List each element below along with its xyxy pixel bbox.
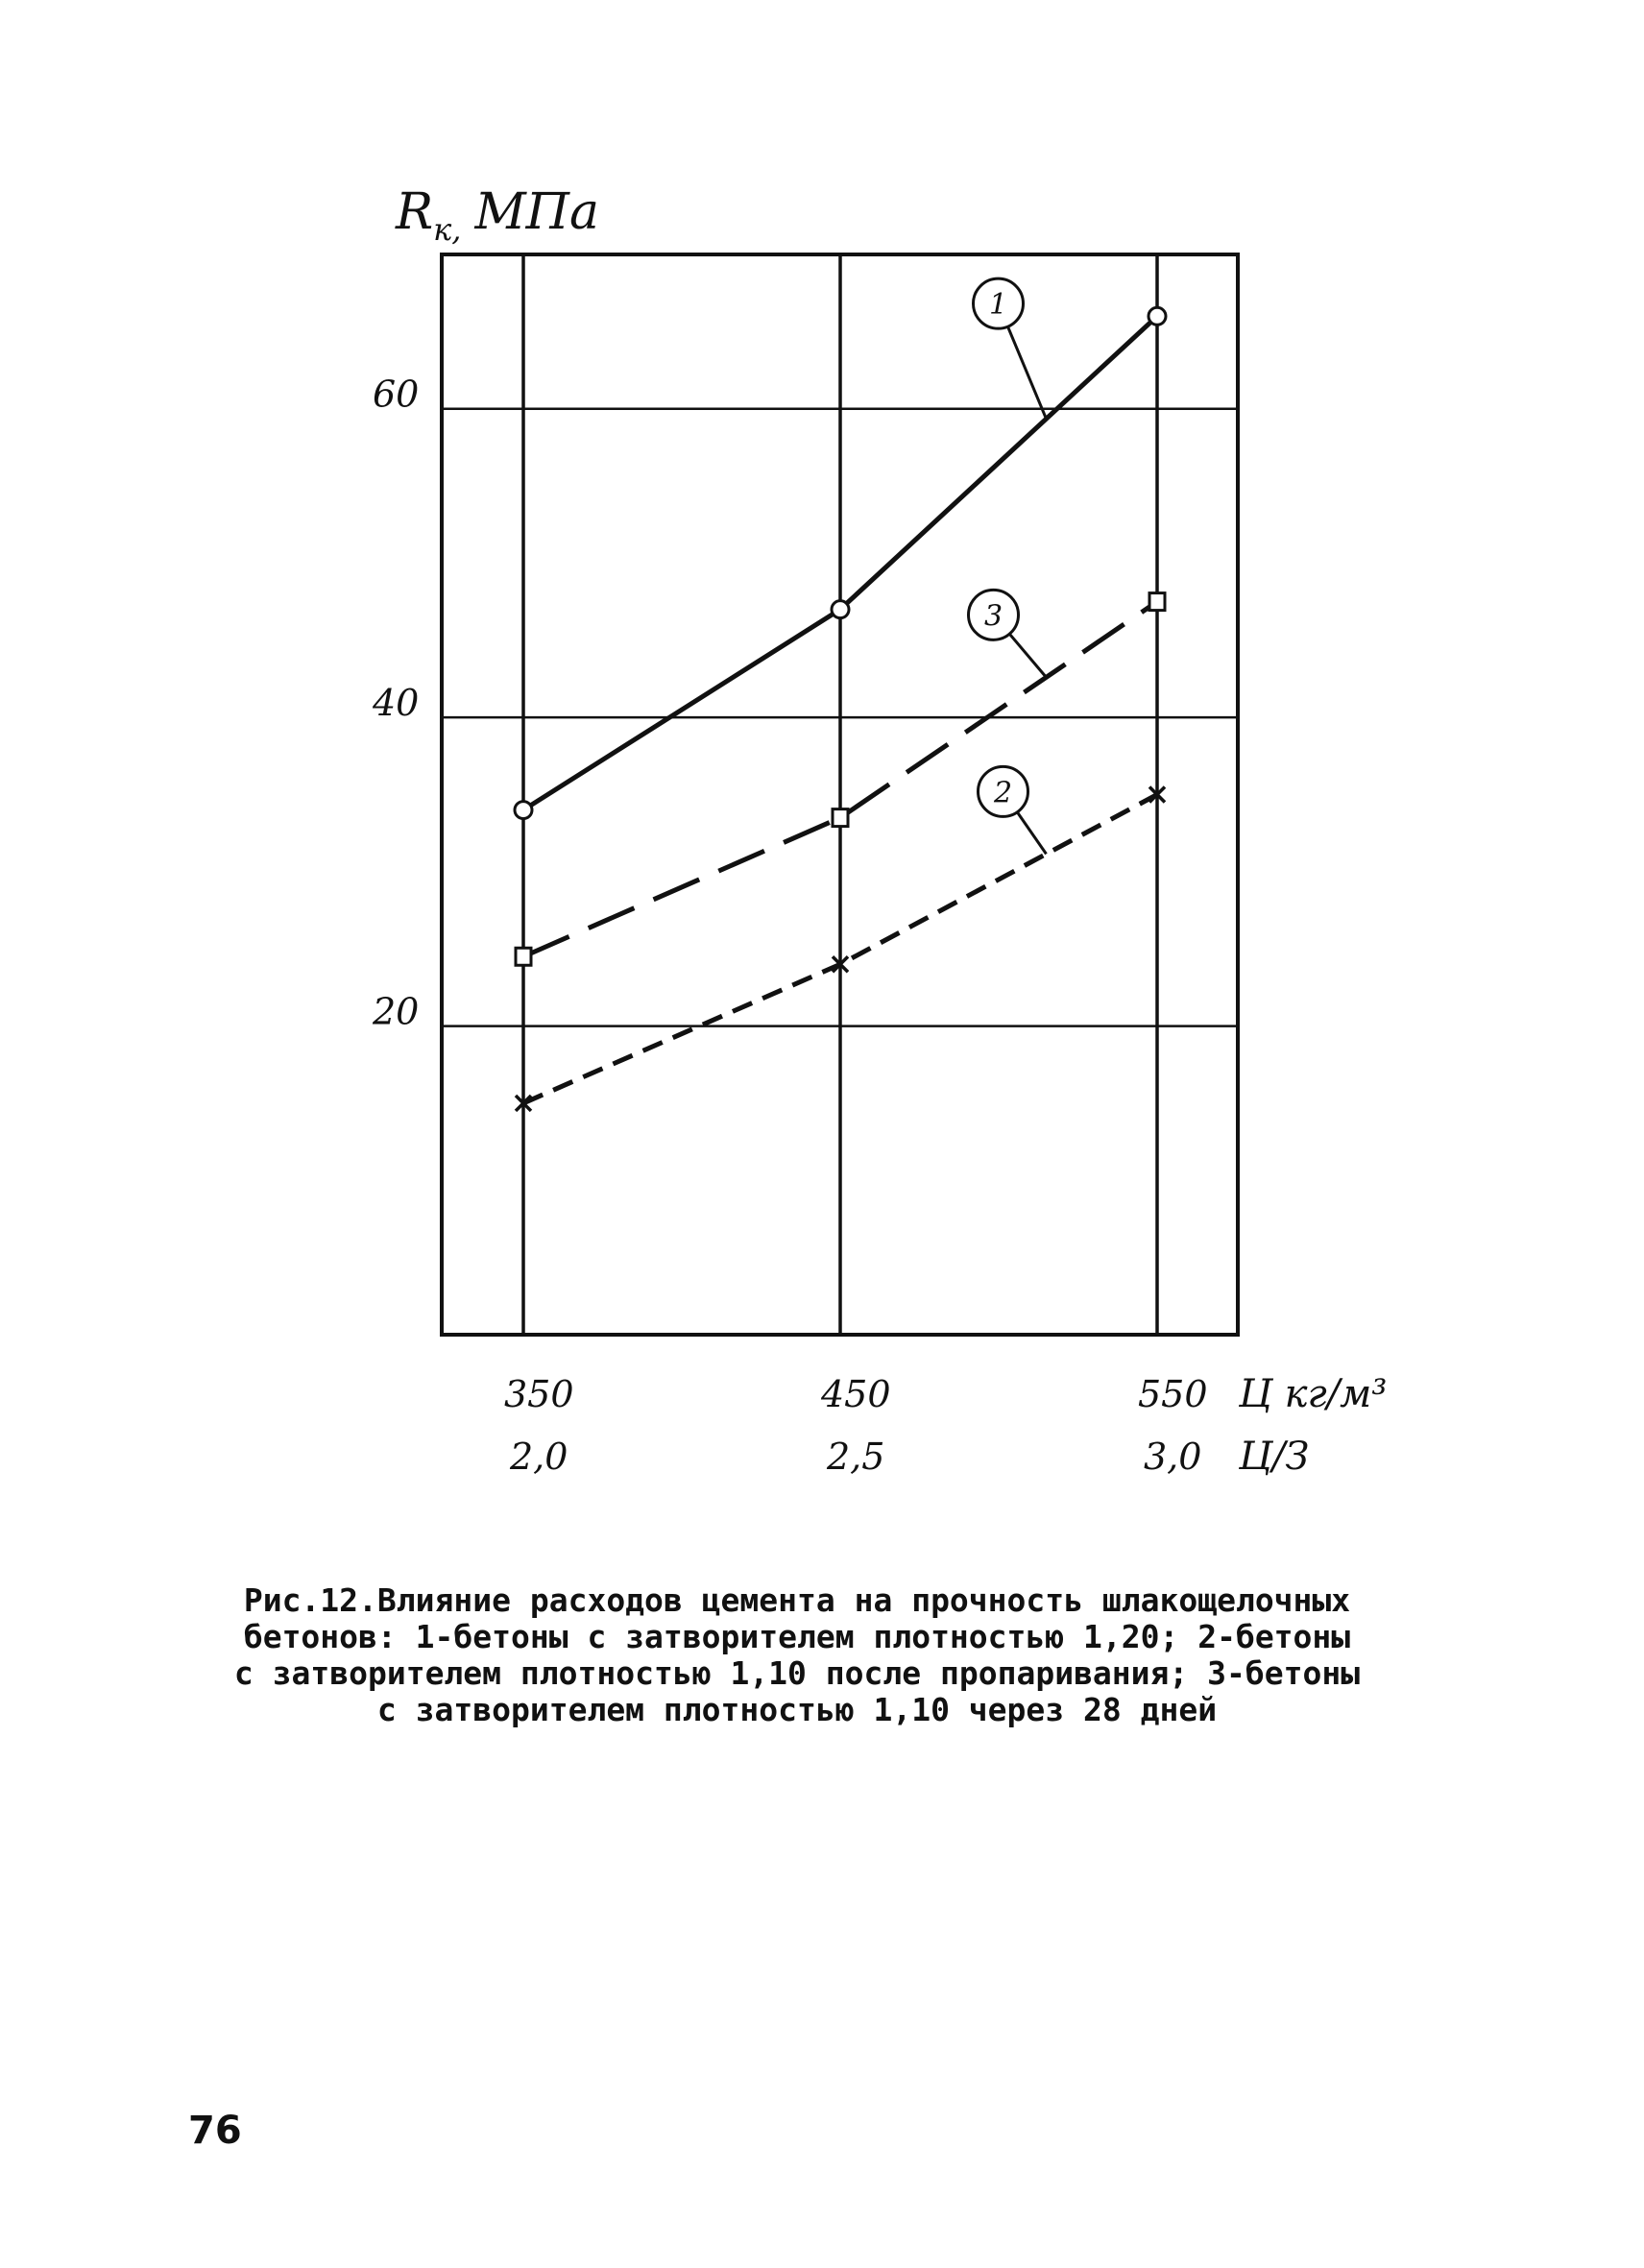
data-point-square <box>516 948 531 965</box>
page-number: 76 <box>188 2109 242 2153</box>
data-point-circle <box>515 802 532 819</box>
x-secondary-tick-label: 3,0 <box>1144 1436 1202 1478</box>
y-tick-label: 20 <box>373 990 420 1033</box>
x-secondary-tick-label: 2,0 <box>510 1436 568 1478</box>
caption-line: с затворителем плотностью 1,10 через 28 дней <box>376 1691 1218 1728</box>
series-callout-number: 1 <box>988 288 1008 323</box>
data-point-circle <box>832 601 849 618</box>
x-tick-label: 350 <box>504 1373 574 1415</box>
series-callout-leader <box>1009 634 1046 677</box>
x-axis-unit-label: Ц кг/м³ <box>1239 1372 1388 1416</box>
series-callout-leader <box>1017 812 1046 855</box>
label-layer <box>372 278 1208 1478</box>
y-axis-label: $R_{к,}$ МПа <box>396 183 600 248</box>
data-point-square <box>1149 593 1165 611</box>
series-callout-leader <box>1008 326 1047 419</box>
x-tick-label: 550 <box>1138 1373 1208 1415</box>
data-point-square <box>833 809 848 827</box>
grid-layer <box>442 254 1238 1335</box>
series-callout-number: 3 <box>983 599 1003 634</box>
y-tick-label: 40 <box>373 682 420 725</box>
caption-line: с затворителем плотностью 1,10 после пропаривания; 3-бетоны <box>233 1654 1361 1692</box>
y-tick-label: 60 <box>373 373 420 416</box>
caption-line: бетонов: 1-бетоны с затворителем плотностью 1,20; 2-бетоны <box>243 1618 1351 1655</box>
caption-line: Рис.12.Влияние расходов цемента на прочность шлакощелочных <box>243 1581 1351 1619</box>
secondary-axis-unit-label: Ц/З <box>1239 1435 1310 1479</box>
data-point-circle <box>1148 307 1166 325</box>
figure-caption <box>192 1582 1402 1728</box>
x-tick-label: 450 <box>821 1373 891 1415</box>
series-callout-number: 2 <box>993 776 1013 810</box>
x-secondary-tick-label: 2,5 <box>827 1436 885 1478</box>
